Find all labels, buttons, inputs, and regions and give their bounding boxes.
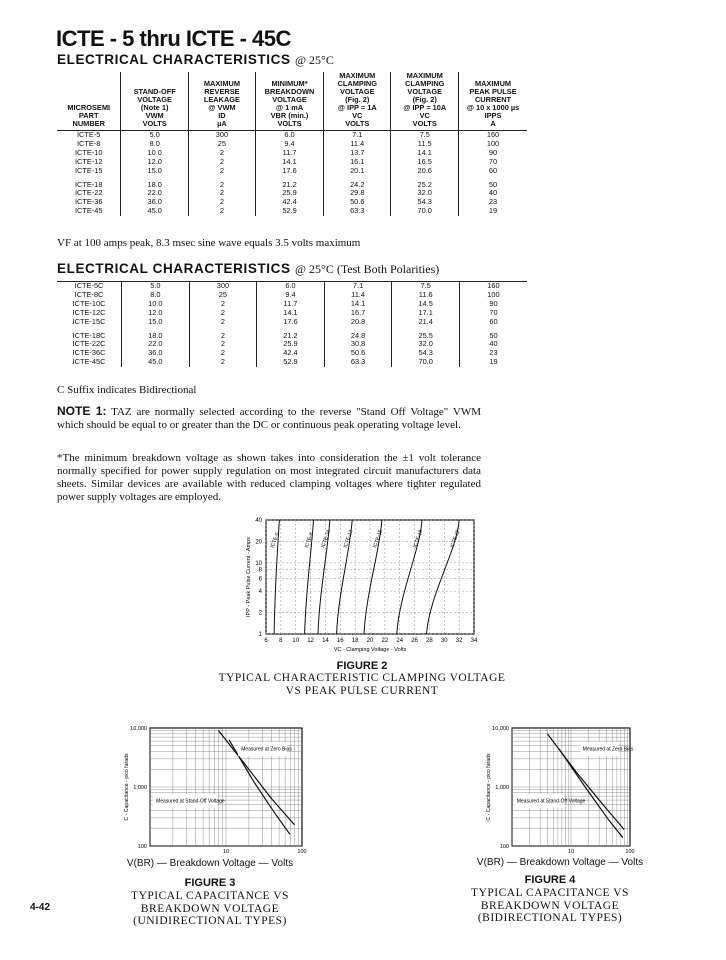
table-cell: 25.2	[391, 176, 459, 190]
part-number-cell: ICTE-22	[74, 188, 103, 198]
table-cell: 12.0	[121, 158, 189, 167]
y-tick-label: 10	[255, 560, 262, 567]
table-cell: 17.6	[257, 318, 325, 327]
y-axis-label: C - Capacitance - pico farads	[486, 753, 492, 821]
table-header-line: VC	[419, 111, 430, 120]
table-header-line: CURRENT	[474, 95, 512, 104]
x-tick-label: 14	[322, 638, 329, 644]
table-row	[57, 207, 527, 216]
table-cell: 70.0	[391, 207, 459, 216]
table-cell: 2	[188, 167, 255, 176]
table-cell: 11.5	[391, 140, 459, 149]
x-tick-label: 32	[455, 638, 463, 644]
table-header-line: @ IPP = 1A	[337, 103, 377, 112]
curve-label: ICTE-5	[269, 531, 281, 549]
part-number-cell: ICTE-15C	[72, 316, 106, 326]
y-tick-label: 2	[258, 610, 262, 617]
table-header-line: VOLTS	[412, 119, 437, 128]
table-cell: 18.0	[121, 176, 189, 190]
table-header-line: VOLTAGE	[272, 95, 307, 104]
table-header-line: µA	[217, 119, 227, 128]
part-number-cell: ICTE-36	[74, 197, 103, 207]
table-cell: 40	[459, 189, 527, 198]
table-cell: 2	[188, 198, 255, 207]
table-cell: 32.0	[391, 189, 459, 198]
part-number-cell: ICTE-36C	[72, 348, 106, 358]
x-axis-label: VC - Clamping Voltage - Volts	[333, 647, 407, 653]
characteristics-table-unidirectional	[57, 72, 527, 216]
table-header-line: ID	[218, 111, 226, 120]
table-cell: 40	[459, 340, 527, 349]
figure-4-caption-line2: BREAKDOWN VOLTAGE	[480, 899, 620, 912]
table-cell: 2	[188, 176, 255, 190]
table-cell: 54.3	[392, 349, 460, 358]
table-header-cell	[121, 72, 189, 131]
part-number-cell: ICTE-12C	[72, 307, 106, 317]
x-tick-label: 12	[307, 638, 314, 644]
table-cell: 17.1	[392, 309, 460, 318]
y-tick-label: 100	[499, 844, 509, 850]
table-cell: 23	[459, 349, 527, 358]
table-row	[57, 327, 527, 341]
table-cell: 25	[189, 291, 257, 300]
table-cell: 11.7	[257, 300, 325, 309]
part-number-cell: ICTE-45C	[72, 357, 106, 367]
table-cell: 42.4	[257, 349, 325, 358]
note-1-text: TAZ are normally selected according to the reverse "Stand Off Voltage" VWM which should be equal to or greater than the DC or continuous peak operating voltage level.	[57, 406, 481, 431]
table-cell: 29.8	[324, 189, 391, 198]
table-header-line: NUMBER	[72, 119, 105, 128]
table-cell: 22.0	[122, 340, 190, 349]
table-header-line: STAND-OFF	[133, 87, 176, 96]
y-tick-label: 100	[137, 844, 147, 850]
table-cell: 11.4	[324, 291, 392, 300]
table-cell: 6.0	[257, 282, 325, 291]
part-number-cell: ICTE-5	[77, 130, 101, 139]
x-tick-label: 22	[381, 638, 389, 644]
table-cell: 11.6	[392, 291, 460, 300]
table-header-line: (Fig. 2)	[412, 95, 437, 104]
figure-2-caption	[150, 672, 574, 697]
table-header-line: A	[490, 119, 496, 128]
part-number-cell: ICTE-45	[74, 206, 103, 216]
x-tick-label: 34	[470, 638, 478, 644]
table-cell: 300	[189, 282, 257, 291]
curve-label: ICTE-8	[303, 531, 315, 549]
table-header-line: CLAMPING	[337, 79, 377, 88]
capacitance-curve	[559, 749, 623, 838]
table-cell: 15.0	[121, 167, 189, 176]
figure-4-caption-line3: (BIDIRECTIONAL TYPES)	[477, 912, 623, 924]
table-cell: 21.2	[257, 327, 325, 341]
table-cell: 24.8	[324, 327, 392, 341]
section1-condition: @ 25°C	[294, 53, 334, 67]
table-cell: 10.0	[121, 149, 189, 158]
figure-3-label: FIGURE 3	[184, 877, 236, 889]
table-cell: 2	[188, 207, 255, 216]
curve-label: ICTE-22	[449, 529, 462, 549]
table-cell: 17.6	[255, 167, 323, 176]
table-cell: 11.4	[324, 140, 391, 149]
table-cell: 50.6	[324, 349, 392, 358]
note-1	[57, 405, 481, 432]
section2-condition: @ 25°C (Test Both Polarities)	[294, 262, 440, 276]
note-2: *The minimum breakdown voltage as shown takes into consideration the ±1 volt tolerance normally specified for power supply regulation on most integrated circuit manufacturers data sheets. Similar devices are available with reduced clamping voltages where tighter regulated power supply voltages are employed.	[57, 452, 481, 503]
figure-4-xlabel: V(BR) — Breakdown Voltage — Volts	[476, 857, 644, 868]
y-tick-label: 20	[255, 539, 262, 546]
table-header-cell	[57, 72, 121, 131]
table-header-line: @ 10 x 1000 µs	[466, 103, 520, 112]
figure-2-chart	[232, 512, 492, 657]
table-cell: 60	[459, 167, 527, 176]
part-number-cell: ICTE-12	[74, 156, 103, 166]
x-tick-label: 18	[351, 638, 359, 644]
part-number-cell: ICTE-5C	[74, 281, 104, 290]
table-header-line: BREAKDOWN	[264, 87, 315, 96]
annotation-zero-bias: Measured at Zero Bias	[582, 746, 634, 753]
table-header-line: REVERSE	[204, 87, 240, 96]
table-cell: 25.9	[257, 340, 325, 349]
figure-3-chart	[112, 724, 312, 854]
annotation-stand-off: Measured at Stand-Off Voltage	[156, 798, 225, 805]
x-tick-label: 100	[625, 849, 635, 854]
table-row	[57, 167, 527, 176]
table-cell: 15.0	[122, 318, 190, 327]
table-cell: 36.0	[121, 198, 189, 207]
y-tick-label: 1,000	[133, 785, 147, 791]
table-cell: 19	[459, 358, 527, 367]
table-cell: 54.3	[391, 198, 459, 207]
table-header-line: VC	[352, 111, 363, 120]
table-cell: 50.6	[324, 198, 391, 207]
table-header-line: PEAK PULSE	[469, 87, 517, 96]
table-header-line: LEAKAGE	[203, 95, 240, 104]
table-header-cell	[188, 72, 255, 131]
table-cell: 8.0	[121, 140, 189, 149]
table-cell: 18.0	[122, 327, 190, 341]
table-cell: 5.0	[122, 282, 190, 291]
table-cell: 11.7	[255, 149, 323, 158]
figure-3-caption	[90, 890, 330, 928]
table-header-line: PART	[78, 111, 99, 120]
y-tick-label: 8	[258, 567, 262, 574]
part-number-cell: ICTE-15	[74, 165, 103, 175]
table-cell: 63.3	[324, 358, 392, 367]
x-tick-label: 8	[279, 638, 283, 644]
part-number-cell: ICTE-10	[74, 147, 103, 157]
table-cell: 5.0	[121, 131, 189, 140]
table-cell: 100	[459, 291, 527, 300]
section2-heading	[57, 261, 439, 277]
figure-2-label: FIGURE 2	[336, 660, 388, 672]
x-tick-label: 6	[264, 638, 268, 644]
table-cell: 60	[459, 318, 527, 327]
table-cell: 22.0	[121, 189, 189, 198]
table-header-line: IPPS	[484, 111, 502, 120]
table-cell: 9.4	[255, 140, 323, 149]
table-header-line: MAXIMUM	[406, 71, 443, 80]
table-cell: 13.7	[324, 149, 391, 158]
x-tick-label: 26	[411, 638, 418, 644]
section2-footnote: C Suffix indicates Bidirectional	[57, 384, 197, 396]
table-header-line: MINIMUM*	[271, 79, 308, 88]
y-tick-label: 4	[258, 589, 262, 596]
table-header-line: CLAMPING	[405, 79, 445, 88]
figure-4-label: FIGURE 4	[524, 874, 576, 886]
part-number-cell: ICTE-18C	[72, 330, 106, 340]
table-cell: 25	[188, 140, 255, 149]
characteristics-table-bidirectional	[57, 281, 527, 367]
part-number-cell: ICTE-8	[77, 138, 101, 148]
table-cell: 90	[459, 149, 527, 158]
table-cell: 2	[188, 189, 255, 198]
table-cell: 2	[189, 309, 257, 318]
table-row	[57, 176, 527, 190]
table-cell: 100	[459, 140, 527, 149]
table-cell: 2	[188, 158, 255, 167]
table-header-cell	[391, 72, 459, 131]
note-1-label: NOTE 1:	[57, 404, 107, 418]
x-tick-label: 10	[292, 638, 300, 644]
table-cell: 8.0	[122, 291, 190, 300]
table-cell: 45.0	[122, 358, 190, 367]
table-cell: 21.4	[392, 318, 460, 327]
table-cell: 14.1	[257, 309, 325, 318]
table-cell: 20.1	[324, 167, 391, 176]
part-number-cell: ICTE-22C	[72, 339, 106, 349]
table-cell: 14.5	[392, 300, 460, 309]
table-header-line: @ IPP = 10A	[403, 103, 447, 112]
table-cell: 52.9	[255, 207, 323, 216]
table-header-line: VOLTAGE	[407, 87, 443, 96]
table-header-cell	[255, 72, 323, 131]
figure-2-caption-line1: TYPICAL CHARACTERISTIC CLAMPING VOLTAGE	[218, 672, 506, 684]
curve-label: ICTE-18	[412, 529, 425, 549]
figure-4-caption-line1: TYPICAL CAPACITANCE VS	[471, 887, 629, 899]
section2-heading-text: ELECTRICAL CHARACTERISTICS	[57, 261, 291, 276]
table-header-line: VOLTS	[345, 119, 370, 128]
table-header-line: (Fig. 2)	[345, 95, 370, 104]
table-cell: 2	[189, 340, 257, 349]
table-header-line: @ VWM	[208, 103, 236, 112]
table-cell: 7.1	[324, 131, 391, 140]
table-cell: 63.3	[324, 207, 391, 216]
figure-3-caption-line1: TYPICAL CAPACITANCE VS	[131, 890, 289, 902]
x-tick-label: 100	[297, 849, 307, 854]
x-tick-label: 10	[567, 849, 575, 854]
table-cell: 50	[459, 327, 527, 341]
table-header-line: (Note 1)	[140, 103, 169, 112]
y-tick-label: 10,000	[492, 726, 509, 732]
table-cell: 42.4	[255, 198, 323, 207]
table-cell: 52.9	[257, 358, 325, 367]
table-cell: 2	[189, 358, 257, 367]
section1-heading	[57, 52, 334, 68]
figure-4-chart	[474, 724, 644, 854]
table-cell: 30.8	[324, 340, 392, 349]
figure-2-caption-line2: VS PEAK PULSE CURRENT	[285, 684, 439, 697]
x-tick-label: 10	[222, 849, 230, 854]
page-title: ICTE - 5 thru ICTE - 45C	[56, 26, 291, 51]
table-cell: 21.2	[255, 176, 323, 190]
figure-3-caption-line3: (UNIDIRECTIONAL TYPES)	[133, 915, 287, 927]
part-number-cell: ICTE-8C	[74, 289, 104, 299]
table-header-line: VBR (min.)	[270, 111, 309, 120]
table-cell: 2	[189, 318, 257, 327]
table-cell: 2	[189, 327, 257, 341]
curve-label: ICTE-10	[320, 529, 333, 549]
table-header-cell	[324, 72, 391, 131]
table-cell: 2	[188, 149, 255, 158]
table-header-line: VOLTAGE	[339, 87, 375, 96]
table-cell: 90	[459, 300, 527, 309]
table-header-line: MAXIMUM	[203, 79, 240, 88]
table-cell: 20.6	[391, 167, 459, 176]
x-tick-label: 30	[440, 638, 448, 644]
part-number-cell: ICTE-10C	[72, 298, 106, 308]
table-header-line: VOLTS	[277, 119, 302, 128]
annotation-stand-off: Measured at Stand-Off Voltage	[516, 798, 586, 805]
table-cell: 45.0	[121, 207, 189, 216]
table-cell: 2	[189, 349, 257, 358]
table-cell: 70	[459, 158, 527, 167]
section1-heading-text: ELECTRICAL CHARACTERISTICS	[57, 52, 291, 67]
table-cell: 32.0	[392, 340, 460, 349]
table-header-line: @ 1 mA	[275, 103, 304, 112]
table-cell: 20.8	[324, 318, 392, 327]
table-cell: 14.1	[324, 300, 392, 309]
table-cell: 300	[188, 131, 255, 140]
table-header-line: MICROSEMI	[67, 103, 111, 112]
table-header-line: MAXIMUM	[474, 79, 512, 88]
figure-3-caption-line2: BREAKDOWN VOLTAGE	[140, 902, 280, 915]
table-header-line: MAXIMUM	[339, 71, 376, 80]
table-cell: 24.2	[324, 176, 391, 190]
y-tick-label: 10,000	[130, 726, 147, 732]
table-cell: 16.5	[391, 158, 459, 167]
figure-4-caption	[430, 887, 670, 925]
section1-footnote: VF at 100 amps peak, 8.3 msec sine wave equals 3.5 volts maximum	[57, 237, 361, 249]
table-cell: 6.0	[255, 131, 323, 140]
table-cell: 70.0	[392, 358, 460, 367]
table-cell: 16.1	[324, 158, 391, 167]
table-header-row	[57, 72, 527, 131]
y-axis-label: C - Capacitance - pico farads	[124, 753, 130, 821]
table-cell: 50	[459, 176, 527, 190]
table-cell: 7.5	[391, 131, 459, 140]
table-cell: 7.1	[324, 282, 392, 291]
table-header-line: VOLTAGE	[137, 95, 172, 104]
table-cell: 7.5	[392, 282, 460, 291]
x-tick-label: 24	[396, 638, 404, 644]
x-tick-label: 16	[336, 638, 344, 644]
table-header-line: VWM	[145, 111, 164, 120]
table-cell: 9.4	[257, 291, 325, 300]
table-cell: 160	[459, 282, 527, 291]
table-cell: 2	[189, 300, 257, 309]
table-row	[57, 318, 527, 327]
table-header-line: VOLTS	[142, 119, 167, 128]
y-axis-label: IPP - Peak Pulse Current - Amps	[246, 537, 252, 617]
table-cell: 25.9	[255, 189, 323, 198]
table-cell: 12.0	[122, 309, 190, 318]
table-cell: 14.1	[391, 149, 459, 158]
table-cell: 25.5	[392, 327, 460, 341]
part-number-cell: ICTE-18	[74, 179, 103, 189]
x-tick-label: 28	[426, 638, 433, 644]
y-tick-label: 40	[255, 518, 262, 524]
y-tick-label: 6	[258, 576, 262, 583]
x-tick-label: 20	[366, 638, 374, 644]
y-tick-label: 1	[258, 632, 262, 638]
table-cell: 16.7	[324, 309, 392, 318]
table-cell: 19	[459, 207, 527, 216]
annotation-zero-bias: Measured at Zero Bias	[241, 746, 292, 753]
figure-3-xlabel: V(BR) — Breakdown Voltage — Volts	[126, 858, 294, 869]
page-number: 4-42	[30, 902, 51, 913]
curve-label: ICTE-12	[342, 529, 355, 549]
table-row	[57, 358, 527, 367]
table-cell: 70	[459, 309, 527, 318]
y-tick-label: 1,000	[495, 785, 509, 791]
table-header-cell	[459, 72, 527, 131]
curve-label: ICTE-15	[372, 529, 385, 549]
table-cell: 36.0	[122, 349, 190, 358]
table-cell: 160	[459, 131, 527, 140]
table-cell: 23	[459, 198, 527, 207]
table-cell: 10.0	[122, 300, 190, 309]
table-cell: 14.1	[255, 158, 323, 167]
